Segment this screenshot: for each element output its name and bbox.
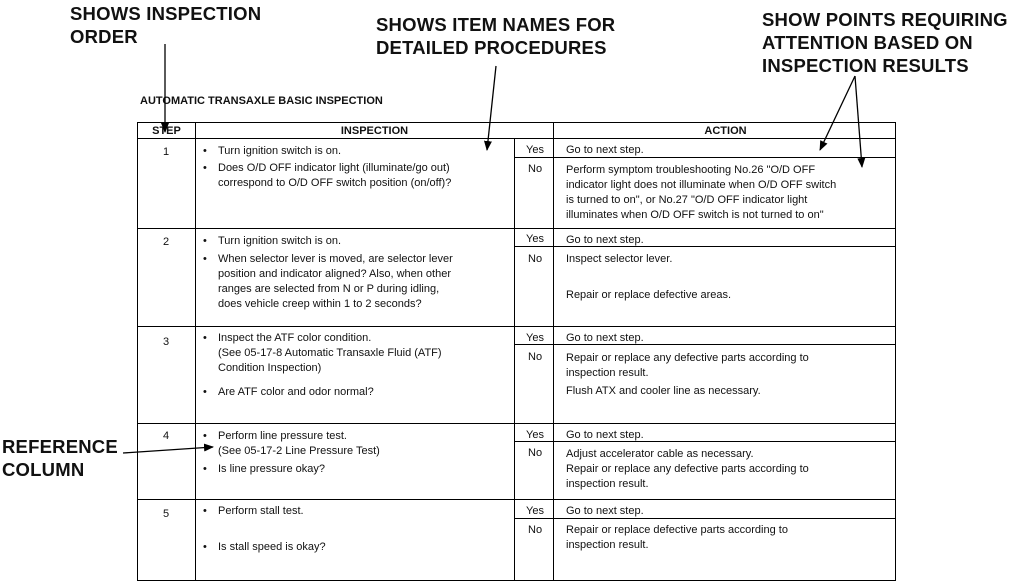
inspection-item: Turn ignition switch is on. xyxy=(218,235,342,247)
divider xyxy=(138,228,895,229)
no-action-extra: Repair or replace defective areas. xyxy=(566,289,732,301)
yes-action: Go to next step. xyxy=(566,429,644,441)
inspection-item: Perform stall test. xyxy=(218,505,304,517)
step-number: 2 xyxy=(163,236,170,248)
yes-label: Yes xyxy=(526,332,544,344)
yes-action: Go to next step. xyxy=(566,332,644,344)
bullet: • xyxy=(203,332,207,344)
step-number: 5 xyxy=(163,508,170,520)
divider xyxy=(138,326,895,327)
yes-label: Yes xyxy=(526,144,544,156)
divider xyxy=(195,123,196,580)
inspection-table xyxy=(137,122,896,581)
divider xyxy=(138,499,895,500)
no-label: No xyxy=(528,447,543,459)
callout-points-attention: SHOW POINTS REQUIRING ATTENTION BASED ON INSPECTION RESULTS xyxy=(762,9,1008,76)
no-action: Inspect selector lever. xyxy=(566,253,673,265)
bullet: • xyxy=(203,463,207,475)
divider xyxy=(514,139,515,580)
no-label: No xyxy=(528,351,543,363)
yes-action: Go to next step. xyxy=(566,234,644,246)
inspection-item: Does O/D OFF indicator light (illuminate/go out) correspond to O/D OFF switch position (on/off)? xyxy=(218,162,452,189)
callout-item-names: SHOWS ITEM NAMES FOR DETAILED PROCEDURES xyxy=(376,14,616,58)
bullet: • xyxy=(203,253,207,265)
table-title: AUTOMATIC TRANSAXLE BASIC INSPECTION xyxy=(140,95,383,107)
bullet: • xyxy=(203,235,207,247)
no-label: No xyxy=(528,163,543,175)
inspection-item: Turn ignition switch is on. xyxy=(218,145,342,157)
step-number: 4 xyxy=(163,430,170,442)
no-label: No xyxy=(528,524,543,536)
no-action: Adjust accelerator cable as necessary. Repair or replace any defective parts according to inspection result. xyxy=(566,448,809,490)
inspection-item: When selector lever is moved, are selector lever position and indicator aligned? Also, when other ranges are selected from N or P during idling, does vehicle creep within 1 to 2 seconds? xyxy=(218,253,453,310)
no-action-extra: Flush ATX and cooler line as necessary. xyxy=(566,385,761,397)
callout-inspection-order: SHOWS INSPECTION ORDER xyxy=(70,3,262,47)
bullet: • xyxy=(203,430,207,442)
inspection-item: Perform line pressure test. (See 05-17-2 Line Pressure Test) xyxy=(218,430,380,457)
yes-action: Go to next step. xyxy=(566,144,644,156)
step-number: 3 xyxy=(163,336,170,348)
no-action: Repair or replace defective parts according to inspection result. xyxy=(566,524,788,551)
bullet: • xyxy=(203,505,207,517)
yes-label: Yes xyxy=(526,429,544,441)
header-inspection: INSPECTION xyxy=(340,125,409,137)
inspection-item: Is stall speed is okay? xyxy=(218,541,326,553)
bullet: • xyxy=(203,162,207,174)
inspection-item: Is line pressure okay? xyxy=(218,463,325,475)
divider xyxy=(553,123,554,580)
no-label: No xyxy=(528,253,543,265)
callout-reference-column: REFERENCE COLUMN xyxy=(2,436,118,480)
bullet: • xyxy=(203,541,207,553)
yes-label: Yes xyxy=(526,233,544,245)
step-number: 1 xyxy=(163,146,170,158)
header-step: STEP xyxy=(152,125,181,137)
bullet: • xyxy=(203,386,207,398)
yes-label: Yes xyxy=(526,505,544,517)
yes-action: Go to next step. xyxy=(566,505,644,517)
header-action: ACTION xyxy=(704,125,747,137)
divider xyxy=(138,423,895,424)
inspection-item: Inspect the ATF color condition. (See 05-17-8 Automatic Transaxle Fluid (ATF) Condition Inspection) xyxy=(218,332,442,374)
no-action: Perform symptom troubleshooting No.26 "O/D OFF indicator light does not illuminate when O/D OFF switch is turned to on", or No.27 "O/D OFF indicator light illuminates when O/D OFF switch is not turned to on" xyxy=(566,164,837,221)
no-action: Repair or replace any defective parts according to inspection result. xyxy=(566,352,809,379)
inspection-item: Are ATF color and odor normal? xyxy=(218,386,374,398)
bullet: • xyxy=(203,145,207,157)
